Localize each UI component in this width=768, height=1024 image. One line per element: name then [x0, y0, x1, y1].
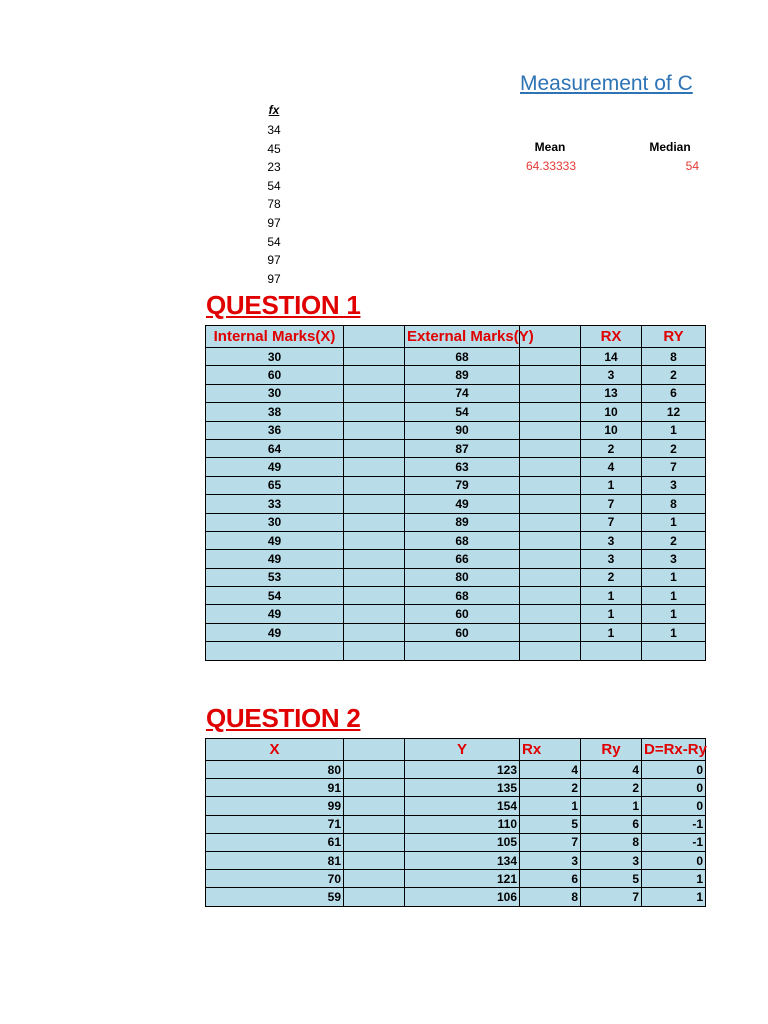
q2-header-cell[interactable]: X — [206, 739, 344, 761]
table-cell[interactable]: 5 — [520, 815, 581, 833]
q2-header-cell[interactable] — [344, 739, 405, 761]
table-cell[interactable] — [344, 366, 405, 384]
median-value: 54 — [685, 159, 699, 173]
table-cell[interactable] — [520, 384, 581, 402]
table-cell[interactable]: 1 — [581, 797, 642, 815]
table-cell[interactable]: 106 — [405, 888, 520, 906]
table-cell[interactable]: 90 — [405, 421, 520, 439]
q1-header-cell[interactable] — [344, 326, 405, 348]
table-cell[interactable]: 49 — [206, 458, 344, 476]
table-cell[interactable]: 33 — [206, 495, 344, 513]
table-cell[interactable] — [344, 779, 405, 797]
table-cell[interactable]: 8 — [520, 888, 581, 906]
table-cell[interactable]: 87 — [405, 439, 520, 457]
table-cell[interactable] — [520, 421, 581, 439]
table-cell[interactable] — [581, 642, 642, 660]
table-cell[interactable]: 68 — [405, 587, 520, 605]
table-row — [206, 851, 706, 869]
fx-value-cell[interactable]: 23 — [267, 160, 281, 175]
mean-value: 64.33333 — [525, 159, 577, 173]
table-row — [206, 587, 706, 605]
table-cell[interactable]: 6 — [520, 870, 581, 888]
table-row — [206, 779, 706, 797]
table-cell[interactable]: 3 — [520, 851, 581, 869]
table-cell[interactable] — [344, 476, 405, 494]
table-cell[interactable]: 80 — [206, 761, 344, 779]
mean-label: Mean — [534, 140, 566, 154]
table-cell[interactable] — [520, 531, 581, 549]
table-row — [206, 439, 706, 457]
table-cell[interactable]: 7 — [581, 495, 642, 513]
table-row — [206, 833, 706, 851]
table-cell[interactable]: 71 — [206, 815, 344, 833]
table-cell[interactable]: 74 — [405, 384, 520, 402]
table-cell[interactable] — [344, 439, 405, 457]
table-cell[interactable]: 8 — [581, 833, 642, 851]
table-cell[interactable]: 53 — [206, 568, 344, 586]
table-cell[interactable]: 6 — [642, 384, 706, 402]
q1-header-row — [206, 326, 706, 348]
fx-value-cell[interactable]: 34 — [267, 123, 281, 137]
table-cell[interactable]: 36 — [206, 421, 344, 439]
table-cell[interactable] — [344, 815, 405, 833]
table-cell[interactable]: 30 — [206, 348, 344, 366]
table-cell[interactable] — [520, 587, 581, 605]
table-cell[interactable] — [344, 888, 405, 906]
table-cell[interactable] — [520, 458, 581, 476]
table-cell[interactable] — [344, 797, 405, 815]
table-row — [206, 513, 706, 531]
table-cell[interactable]: 1 — [642, 888, 706, 906]
table-row — [206, 815, 706, 833]
table-cell[interactable] — [344, 761, 405, 779]
table-cell[interactable]: 0 — [642, 779, 706, 797]
table-cell[interactable]: 0 — [642, 851, 706, 869]
table-cell[interactable]: 49 — [206, 550, 344, 568]
table-row — [206, 476, 706, 494]
table-cell[interactable]: 2 — [642, 531, 706, 549]
fx-value-cell[interactable]: 97 — [267, 215, 281, 230]
table-row — [206, 531, 706, 549]
table-cell[interactable]: 3 — [581, 550, 642, 568]
table-cell[interactable]: 6 — [581, 815, 642, 833]
table-cell[interactable] — [344, 642, 405, 660]
table-cell[interactable]: 49 — [206, 605, 344, 623]
table-cell[interactable] — [405, 642, 520, 660]
fx-value-cell[interactable]: 78 — [267, 197, 281, 212]
q1-header-cell[interactable]: RX — [581, 326, 642, 348]
table-cell[interactable] — [344, 403, 405, 421]
table-cell[interactable]: 3 — [581, 531, 642, 549]
table-cell[interactable]: 49 — [206, 531, 344, 549]
table-cell[interactable]: 38 — [206, 403, 344, 421]
table-cell[interactable]: 66 — [405, 550, 520, 568]
table-row — [206, 568, 706, 586]
table-cell[interactable]: 80 — [405, 568, 520, 586]
q1-header-cell[interactable]: External Marks(Y) — [405, 326, 520, 348]
table-cell[interactable] — [344, 458, 405, 476]
q2-header-cell[interactable]: Y — [405, 739, 520, 761]
table-cell[interactable]: 59 — [206, 888, 344, 906]
table-cell[interactable]: 79 — [405, 476, 520, 494]
table-cell[interactable]: 1 — [520, 797, 581, 815]
table-cell[interactable] — [520, 642, 581, 660]
table-cell[interactable]: 1 — [642, 623, 706, 641]
table-row — [206, 623, 706, 641]
q2-header-cell[interactable]: Ry — [581, 739, 642, 761]
table-cell[interactable]: 4 — [581, 761, 642, 779]
table-cell[interactable] — [344, 587, 405, 605]
table-row — [206, 642, 706, 660]
table-cell[interactable] — [520, 403, 581, 421]
table-cell[interactable]: 1 — [581, 623, 642, 641]
table-cell[interactable]: 63 — [405, 458, 520, 476]
table-cell[interactable]: 3 — [642, 476, 706, 494]
table-cell[interactable]: 7 — [581, 513, 642, 531]
question-1-heading: QUESTION 1 — [206, 290, 361, 320]
table-cell[interactable] — [344, 568, 405, 586]
table-cell[interactable]: 49 — [206, 623, 344, 641]
table-cell[interactable]: 2 — [642, 366, 706, 384]
table-cell[interactable]: 1 — [642, 605, 706, 623]
table-cell[interactable]: 89 — [405, 513, 520, 531]
table-cell[interactable]: 0 — [642, 761, 706, 779]
table-cell[interactable]: 2 — [581, 568, 642, 586]
table-cell[interactable]: 4 — [520, 761, 581, 779]
table-cell[interactable] — [344, 870, 405, 888]
table-row — [206, 403, 706, 421]
table-cell[interactable]: 2 — [642, 439, 706, 457]
table-cell[interactable] — [642, 642, 706, 660]
table-cell[interactable] — [520, 366, 581, 384]
table-cell[interactable]: 7 — [581, 888, 642, 906]
fx-value-cell[interactable]: 54 — [267, 178, 281, 193]
table-cell[interactable] — [344, 605, 405, 623]
table-cell[interactable]: 54 — [405, 403, 520, 421]
table-cell[interactable]: 68 — [405, 531, 520, 549]
table-cell[interactable]: 10 — [581, 421, 642, 439]
table-cell[interactable] — [520, 495, 581, 513]
table-cell[interactable] — [344, 531, 405, 549]
table-cell[interactable] — [344, 384, 405, 402]
table-cell[interactable] — [206, 642, 344, 660]
table-cell[interactable] — [344, 623, 405, 641]
table-cell[interactable]: 60 — [206, 366, 344, 384]
question-2-table — [205, 738, 706, 907]
fx-values-column — [254, 121, 294, 288]
table-cell[interactable] — [520, 568, 581, 586]
table-cell[interactable] — [344, 550, 405, 568]
table-cell[interactable]: 134 — [405, 851, 520, 869]
table-cell[interactable]: 68 — [405, 348, 520, 366]
table-cell[interactable]: 1 — [642, 870, 706, 888]
table-cell[interactable]: 70 — [206, 870, 344, 888]
table-cell[interactable]: 1 — [642, 568, 706, 586]
table-cell[interactable]: 61 — [206, 833, 344, 851]
table-cell[interactable]: 3 — [581, 366, 642, 384]
table-cell[interactable]: 5 — [581, 870, 642, 888]
table-cell[interactable]: 65 — [206, 476, 344, 494]
table-row — [206, 550, 706, 568]
question-1-table — [205, 325, 706, 661]
table-cell[interactable]: 0 — [642, 797, 706, 815]
fx-value-cell[interactable]: 54 — [267, 234, 281, 249]
table-cell[interactable]: 89 — [405, 366, 520, 384]
table-cell[interactable]: 110 — [405, 815, 520, 833]
table-cell[interactable] — [520, 550, 581, 568]
table-row — [206, 605, 706, 623]
sheet-title: Measurement of C — [520, 72, 693, 95]
table-cell[interactable] — [520, 623, 581, 641]
table-row — [206, 348, 706, 366]
table-cell[interactable] — [344, 851, 405, 869]
table-cell[interactable]: 10 — [581, 403, 642, 421]
table-cell[interactable] — [344, 495, 405, 513]
table-cell[interactable]: 1 — [642, 421, 706, 439]
table-cell[interactable]: 54 — [206, 587, 344, 605]
table-cell[interactable]: 1 — [581, 587, 642, 605]
q1-header-cell[interactable]: RY — [642, 326, 706, 348]
table-cell[interactable]: 135 — [405, 779, 520, 797]
table-cell[interactable]: 2 — [520, 779, 581, 797]
table-cell[interactable]: 81 — [206, 851, 344, 869]
table-cell[interactable]: 91 — [206, 779, 344, 797]
table-row — [206, 761, 706, 779]
table-row — [206, 495, 706, 513]
table-cell[interactable]: 1 — [642, 513, 706, 531]
table-row — [206, 458, 706, 476]
table-cell[interactable]: 12 — [642, 403, 706, 421]
table-cell[interactable] — [344, 348, 405, 366]
table-cell[interactable]: 4 — [581, 458, 642, 476]
table-cell[interactable]: 8 — [642, 495, 706, 513]
table-cell[interactable] — [520, 439, 581, 457]
table-row — [206, 888, 706, 906]
table-cell[interactable]: 49 — [405, 495, 520, 513]
table-cell[interactable]: 105 — [405, 833, 520, 851]
fx-column-header: fx — [268, 103, 280, 117]
q2-header-cell[interactable]: Rx — [520, 739, 581, 761]
fx-value-cell[interactable]: 97 — [267, 271, 281, 286]
table-cell[interactable]: -1 — [642, 815, 706, 833]
table-cell[interactable]: 121 — [405, 870, 520, 888]
table-cell[interactable]: 7 — [520, 833, 581, 851]
q2-header-cell[interactable]: D=Rx-Ry — [642, 739, 706, 761]
table-cell[interactable]: 3 — [581, 851, 642, 869]
table-row — [206, 384, 706, 402]
table-cell[interactable]: 13 — [581, 384, 642, 402]
table-cell[interactable]: 60 — [405, 605, 520, 623]
q2-header-row — [206, 739, 706, 761]
table-cell[interactable]: 123 — [405, 761, 520, 779]
table-cell[interactable]: 30 — [206, 513, 344, 531]
question-2-heading: QUESTION 2 — [206, 703, 361, 733]
table-cell[interactable]: 1 — [581, 476, 642, 494]
table-cell[interactable]: 8 — [642, 348, 706, 366]
table-cell[interactable]: 30 — [206, 384, 344, 402]
table-cell[interactable]: -1 — [642, 833, 706, 851]
table-cell[interactable]: 7 — [642, 458, 706, 476]
table-cell[interactable] — [520, 348, 581, 366]
table-cell[interactable]: 3 — [642, 550, 706, 568]
table-cell[interactable]: 154 — [405, 797, 520, 815]
table-cell[interactable]: 1 — [642, 587, 706, 605]
table-row — [206, 797, 706, 815]
table-row — [206, 366, 706, 384]
fx-value-cell[interactable]: 45 — [267, 141, 281, 156]
table-cell[interactable]: 1 — [581, 605, 642, 623]
table-cell[interactable] — [344, 833, 405, 851]
table-row — [206, 870, 706, 888]
table-cell[interactable]: 2 — [581, 439, 642, 457]
median-label: Median — [649, 140, 691, 154]
q1-header-cell[interactable]: Internal Marks(X) — [206, 326, 344, 348]
table-cell[interactable]: 60 — [405, 623, 520, 641]
table-row — [206, 421, 706, 439]
table-cell[interactable] — [344, 513, 405, 531]
fx-value-cell[interactable]: 97 — [267, 253, 281, 268]
table-cell[interactable] — [344, 421, 405, 439]
table-cell[interactable] — [520, 476, 581, 494]
table-cell[interactable]: 14 — [581, 348, 642, 366]
table-cell[interactable] — [520, 513, 581, 531]
table-cell[interactable]: 64 — [206, 439, 344, 457]
table-cell[interactable]: 2 — [581, 779, 642, 797]
table-cell[interactable] — [520, 605, 581, 623]
table-cell[interactable]: 99 — [206, 797, 344, 815]
